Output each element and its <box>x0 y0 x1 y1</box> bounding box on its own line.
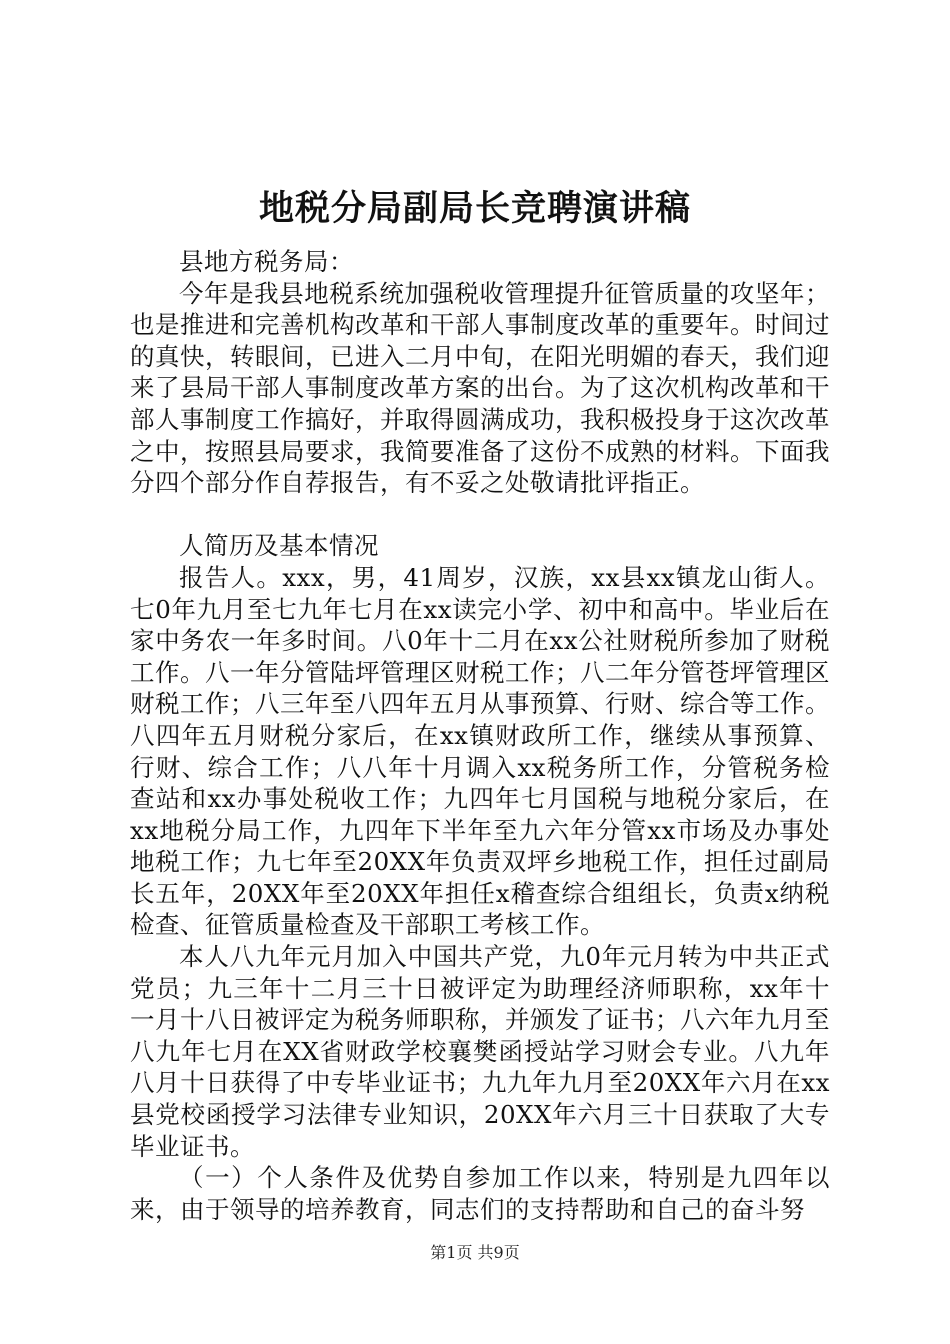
document-title: 地税分局副局长竞聘演讲稿 <box>258 188 691 229</box>
paragraph-party-education: 本人八九年元月加入中国共产党，九0年元月转为中共正式党员；九三年十二月三十日被评定为助理经济师职称，xx年十一月十八日被评定为税务师职称，并颁发了证书；八六年九月至八九年七月在XX省财政学校襄樊函授站学习财会专业。八九年八月十日获得了中专毕业证书；九九年九月至20XX年六月在xx县党校函授学习法律专业知识，20XX年六月三十日获取了大专毕业证书。 <box>130 942 830 1161</box>
section-heading: 人简历及基本情况 <box>179 531 379 561</box>
page-footer: 第1页 共9页 <box>430 1243 520 1262</box>
paragraph-resume: 报告人。xxx，男，41周岁，汉族，xx县xx镇龙山街人。七0年九月至七九年七月在xx读完小学、初中和高中。毕业后在家中务农一年多时间。八0年十二月在xx公社财税所参加了财税工作。八一年分管陆坪管理区财税工作；八二年分管苍坪管理区财税工作；八三年至八四年五月从事预算、行财、综合等工作。八四年五月财税分家后，在xx镇财政所工作，继续从事预算、行财、综合工作；八八年十月调入xx税务所工作，分管税务检查站和xx办事处税收工作；九四年七月国税与地税分家后，在xx地税分局工作，九四年下半年至九六年分管xx市场及办事处地税工作；九七年至20XX年负责双坪乡地税工作，担任过副局长五年，20XX年至20XX年担任x稽查综合组组长，负责x纳税检查、征管质量检查及干部职工考核工作。 <box>130 562 830 940</box>
paragraph-intro: 今年是我县地税系统加强税收管理提升征管质量的攻坚年；也是推进和完善机构改革和干部人事制度改革的重要年。时间过的真快，转眼间，已进入二月中旬，在阳光明媚的春天，我们迎来了县局干部人事制度改革方案的出台。为了这次机构改革和干部人事制度工作搞好，并取得圆满成功，我积极投身于这次改革之中，按照县局要求，我简要准备了这份不成熟的材料。下面我分四个部分作自荐报告，有不妥之处敬请批评指正。 <box>130 278 830 498</box>
document-body <box>130 246 830 1225</box>
salutation: 县地方税务局： <box>179 247 354 276</box>
paragraph-spacer <box>130 499 830 531</box>
paragraph-conditions: （一）个人条件及优势自参加工作以来，特别是九四年以来，由于领导的培养教育，同志们的支持帮助和自己的奋斗努 <box>130 1163 830 1224</box>
